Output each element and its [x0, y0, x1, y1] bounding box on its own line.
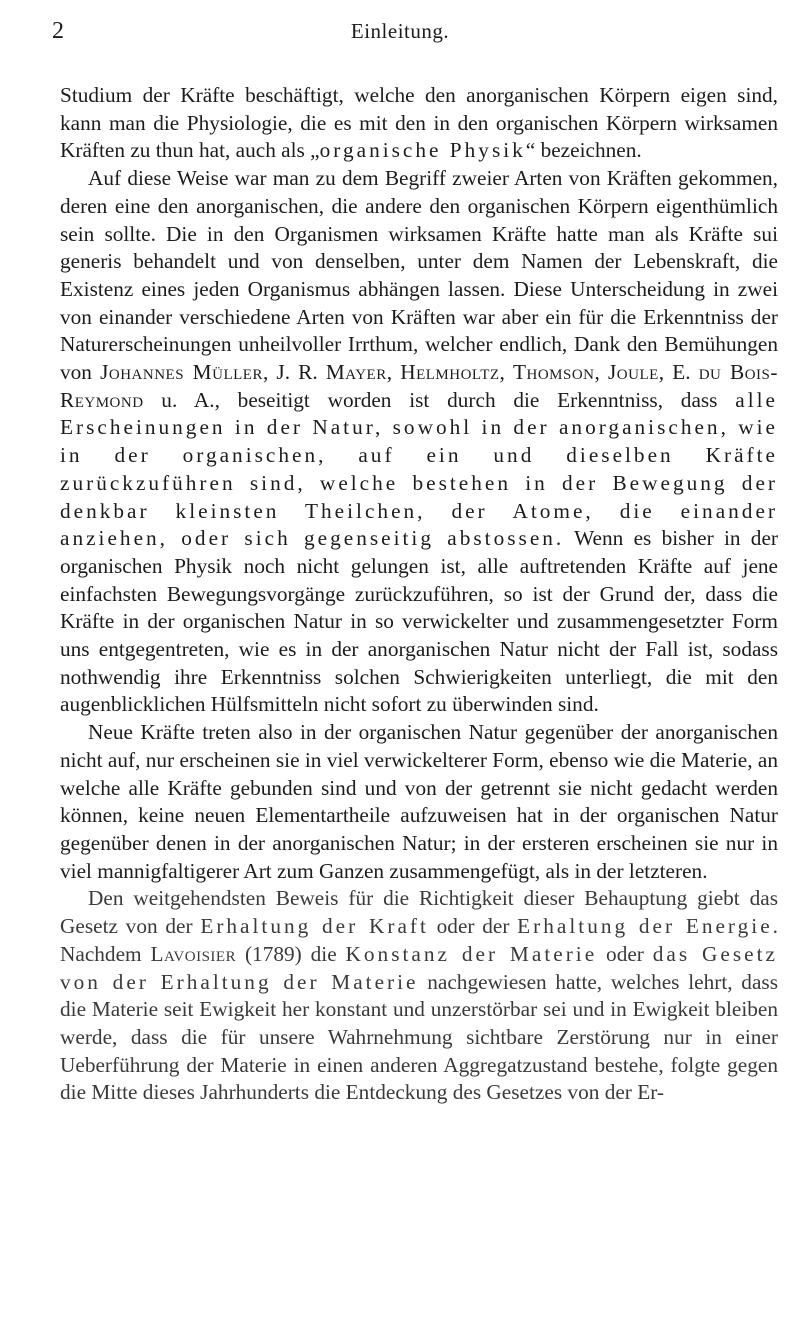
author-name: du Bois-Reymond	[60, 360, 778, 412]
page-number: 2	[52, 18, 64, 44]
author-name: Helmholtz	[400, 360, 500, 385]
text-run: “ bezeichnen.	[525, 138, 642, 163]
text-run: ,	[594, 360, 608, 385]
text-run: oder	[597, 941, 653, 966]
text-run: Neue Kräfte treten also in der organischen Natur gegenüber der anorganischen nicht auf, nur erscheinen sie in viel verwickelterer Form, ebenso wie die Materie, an welche alle Kräfte gebunden sind und von der getrennt sie nicht gedacht werden können, keine neuen Elementartheile aufzuweisen hat in der organischen Natur gegenüber denen in der anorganischen Natur; in der ersteren erscheinen sie nur in viel mannigfaltigerer Art zum Ganzen zusammengefügt, als in der letzteren.	[60, 720, 778, 883]
paragraph	[60, 885, 778, 1107]
text-run: , E.	[658, 360, 699, 385]
text-run: nachgewiesen hatte, welches lehrt, dass die Materie seit Ewigkeit her konstant und unzerstörbar sei und in Ewigkeit bleiben werde, dass die für unsere Wahrnehmung sichtbare Zerstörung nur in einer Ueberführung der Materie in einen anderen Aggregatzustand bestehe, folgte gegen die Mitte dieses Jahrhunderts die Entdeckung des Gesetzes von der Er-	[60, 969, 778, 1105]
author-name: Mayer	[325, 360, 387, 385]
emphasized-text: das Gesetz von der Erhaltung der Materie	[60, 941, 778, 994]
text-run: oder der	[428, 914, 518, 939]
text-run: ,	[499, 360, 513, 385]
text-run: u. A., beseitigt worden ist durch die Erkenntniss, dass	[143, 387, 736, 412]
author-name: Thomson	[513, 360, 595, 385]
emphasized-text: Konstanz der Materie	[345, 941, 598, 966]
emphasized-text: Erhaltung der Kraft	[200, 914, 429, 939]
paragraph	[60, 719, 778, 885]
emphasized-text: organische Physik	[319, 138, 526, 163]
running-head	[0, 16, 800, 46]
author-name: Lavoisier	[150, 941, 237, 966]
text-run: ,	[386, 360, 401, 385]
text-run: Studium der Kräfte beschäftigt, welche den anorganischen Körpern eigen sind, kann man die Physiologie, die es mit den in den organischen Körpern wirksamen Kräften zu thun hat, auch als „	[60, 83, 778, 163]
author-name: Joule	[608, 360, 659, 385]
text-run: Auf diese Weise war man zu dem Begriff zweier Arten von Kräften gekommen, deren eine den anorganischen, die andere den organischen Körpern eigenthümlich sein sollte. Die in den Organismen wirksamen Kräfte hatte man als Kräfte sui generis behandelt und von denselben, unter dem Namen der Lebenskraft, die Existenz eines jeden Organismus abhängen lassen. Diese Unterscheidung in zwei von einander verschiedene Arten von Kräften war aber ein für die Erkenntniss der Naturerscheinungen unheilvoller Irrthum, welcher endlich, Dank den Bemühungen von	[60, 166, 778, 385]
paragraph	[60, 165, 778, 719]
paragraph	[60, 82, 778, 165]
running-title: Einleitung.	[350, 19, 450, 43]
body-text	[60, 82, 778, 1107]
text-run: . Nachdem	[60, 914, 778, 966]
text-run: Wenn es bisher in der organischen Physik noch nicht gelungen ist, alle auftretenden Kräfte auf jene einfachsten Bewegungsvorgänge zurückzuführen, so ist der Grund der, dass die Kräfte in der organischen Natur in so verwickelter und zusammengesetzter Form uns entgegentreten, wie es in der anorganischen Natur nicht der Fall ist, sodass nothwendig ihre Erkenntniss solchen Schwierigkeiten unterliegt, die mit den augenblicklichen Hülfsmitteln nicht sofort zu überwinden sind.	[60, 526, 778, 717]
author-name: Johannes Müller	[100, 360, 263, 385]
emphasized-text: Erhaltung der Energie	[517, 914, 773, 939]
text-run: (1789) die	[236, 941, 346, 966]
text-run: , J. R.	[262, 360, 326, 385]
text-run: Den weitgehendsten Beweis für die Richtigkeit dieser Behauptung giebt das Gesetz von der	[60, 886, 778, 939]
emphasized-text: alle Erscheinungen in der Natur, sowohl in der anorganischen, wie in der organischen, auf ein und dieselben Kräfte zurückzuführen sind, welche bestehen in der Bewegung der denkbar kleinsten Theilchen, der Atome, die einander anziehen, oder sich gegenseitig abstossen.	[60, 387, 778, 551]
